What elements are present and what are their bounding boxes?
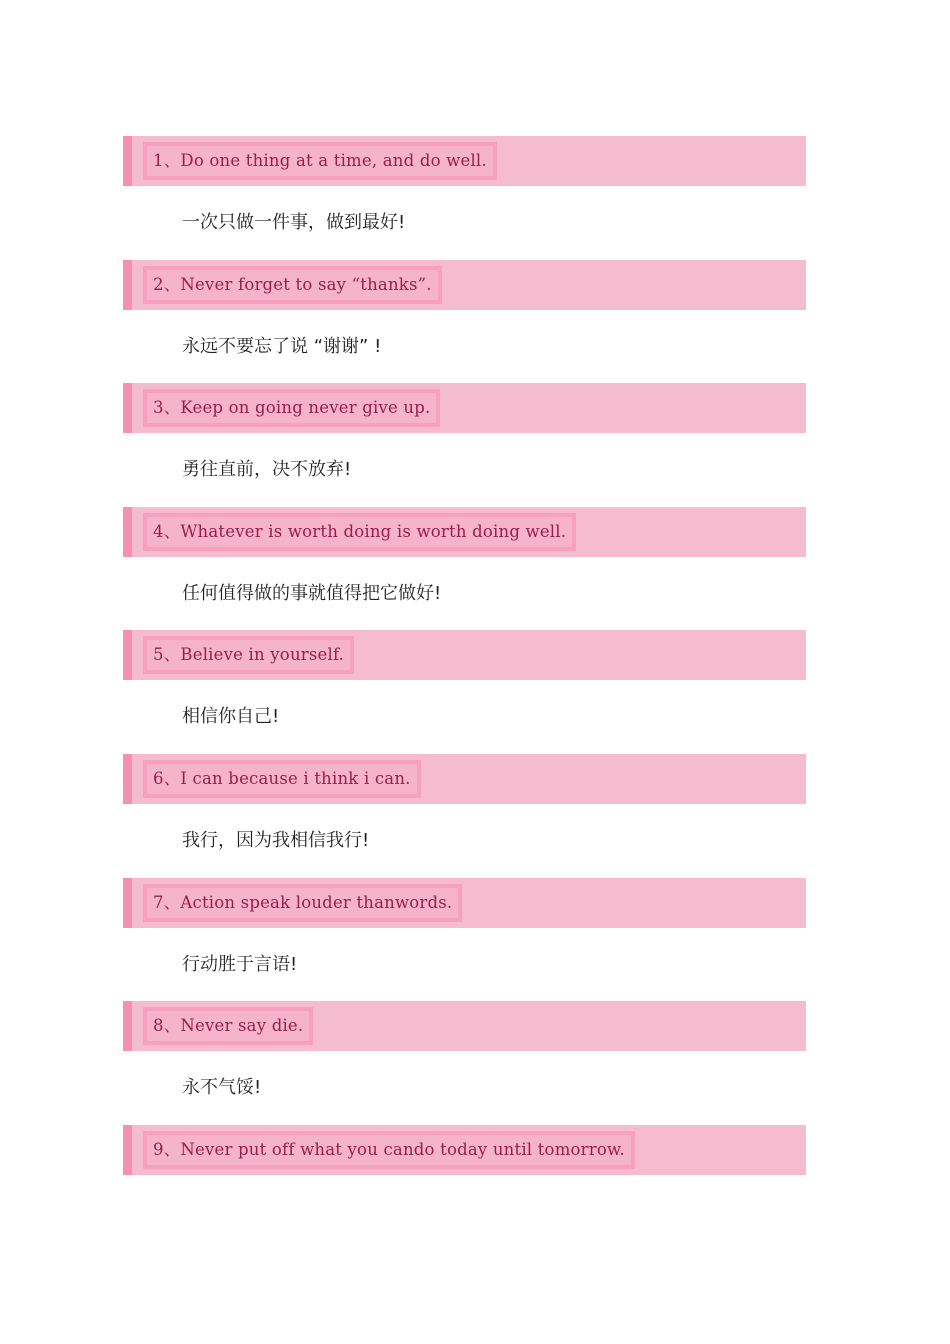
quote-band [123,136,806,186]
phrase-highlight [143,266,442,304]
band-edge-marker [123,878,132,928]
quote-band [123,878,806,928]
chinese-translation: 勇往直前，决不放弃! [182,459,352,480]
quote-entry [0,383,950,507]
quote-entry [0,507,950,631]
quote-entry [0,260,950,384]
english-phrase: 1、Do one thing at a time, and do well. [147,146,493,176]
english-phrase: 8、Never say die. [147,1011,309,1041]
quote-band [123,507,806,557]
phrase-highlight [143,636,354,674]
quote-entry [0,1125,950,1249]
quote-band [123,1001,806,1051]
english-phrase: 3、Keep on going never give up. [147,393,436,423]
quote-band [123,260,806,310]
quote-band [123,383,806,433]
quote-entry [0,1001,950,1125]
quote-entry [0,630,950,754]
phrase-highlight [143,389,440,427]
band-edge-marker [123,136,132,186]
quote-entry [0,136,950,260]
phrase-highlight [143,513,576,551]
chinese-translation: 一次只做一件事，做到最好! [182,212,406,233]
english-phrase: 7、Action speak louder thanwords. [147,888,458,918]
chinese-translation: 相信你自己! [182,706,280,727]
chinese-translation: 行动胜于言语! [182,954,298,975]
band-edge-marker [123,754,132,804]
quote-band [123,1125,806,1175]
english-phrase: 2、Never forget to say “thanks”. [147,270,438,300]
english-phrase: 6、I can because i think i can. [147,764,417,794]
band-edge-marker [123,1125,132,1175]
english-phrase: 4、Whatever is worth doing is worth doing well. [147,517,572,547]
quote-band [123,754,806,804]
quote-entry [0,754,950,878]
phrase-highlight [143,884,462,922]
phrase-highlight [143,1007,313,1045]
band-edge-marker [123,1001,132,1051]
quote-entry [0,878,950,1002]
band-edge-marker [123,383,132,433]
band-edge-marker [123,260,132,310]
chinese-translation: 我行，因为我相信我行! [182,830,370,851]
chinese-translation: 任何值得做的事就值得把它做好! [182,583,442,604]
chinese-translation: 永不气馁! [182,1077,262,1098]
phrase-highlight [143,760,421,798]
english-phrase: 5、Believe in yourself. [147,640,350,670]
english-phrase: 9、Never put off what you cando today until tomorrow. [147,1135,631,1165]
band-edge-marker [123,630,132,680]
band-edge-marker [123,507,132,557]
phrase-highlight [143,142,497,180]
chinese-translation: 永远不要忘了说 “谢谢” ! [182,336,382,357]
phrase-highlight [143,1131,635,1169]
quote-band [123,630,806,680]
